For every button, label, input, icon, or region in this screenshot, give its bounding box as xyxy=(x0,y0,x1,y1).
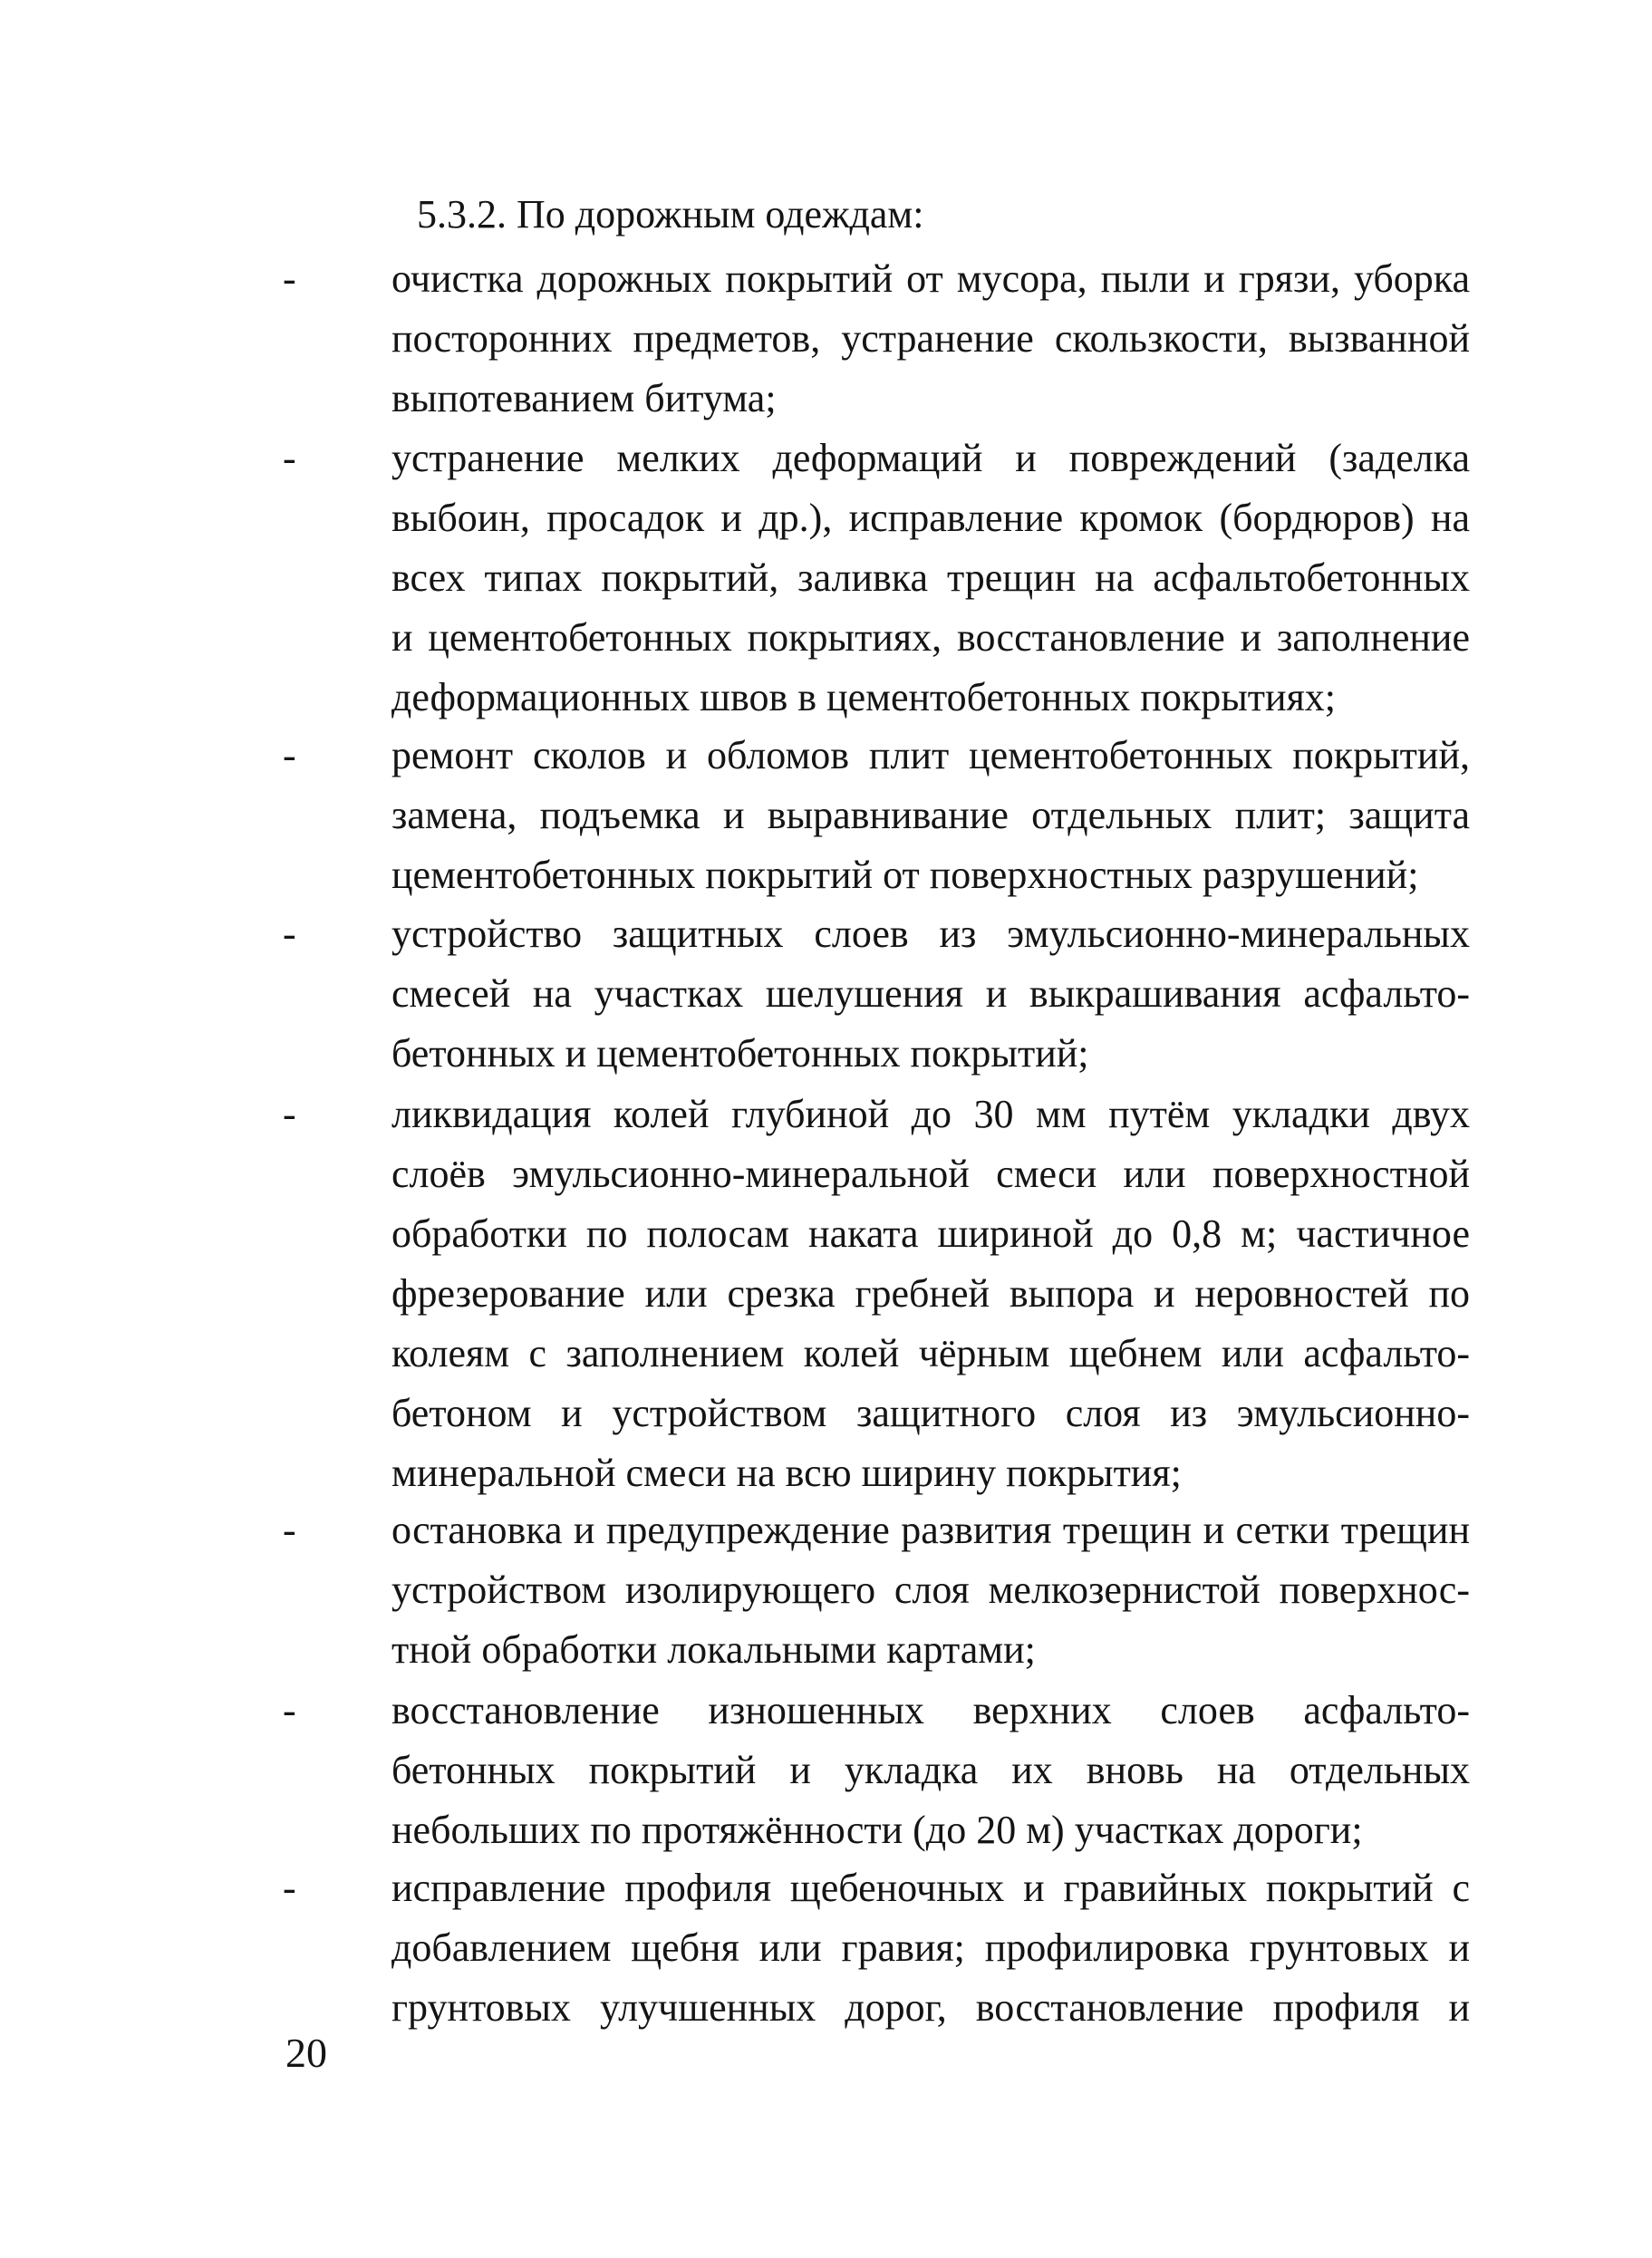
list-item-text xyxy=(391,1507,1470,1686)
text-line: ликвидация колей глубиной до 30 мм путём укладки двух xyxy=(391,1092,1470,1136)
list-item-text xyxy=(391,1687,1470,1867)
text-line: устройство защитных слоев из эмульсионно-минеральных xyxy=(391,912,1470,956)
text-line: бетонных покрытий и укладка их вновь на отдельных xyxy=(391,1748,1470,1792)
page-number: 20 xyxy=(285,2030,327,2076)
text-line: выпотеванием битума; xyxy=(391,376,777,420)
text-line: деформационных швов в цементобетонных покрытиях; xyxy=(391,675,1337,719)
list-item-text xyxy=(391,1865,1470,2044)
text-line: устройством изолирующего слоя мелкозернистой поверхнос- xyxy=(391,1568,1470,1612)
text-line: и цементобетонных покрытиях, восстановление и заполнение xyxy=(391,615,1470,660)
text-line: бетоном и устройством защитного слоя из эмульсионно- xyxy=(391,1391,1470,1435)
text-line: обработки по полосам наката шириной до 0,8 м; частичное xyxy=(391,1211,1470,1256)
bullet-dash: - xyxy=(283,1092,296,1136)
text-line: ремонт сколов и обломов плит цементобетонных покрытий, xyxy=(391,733,1470,777)
bullet-dash: - xyxy=(283,436,296,480)
bullet-dash: - xyxy=(283,912,296,956)
text-line: замена, подъемка и выравнивание отдельных плит; защита xyxy=(391,793,1470,837)
text-line: исправление профиля щебеночных и гравийных покрытий с xyxy=(391,1866,1470,1910)
text-line: фрезерование или срезка гребней выпора и неровностей по xyxy=(391,1271,1470,1316)
bullet-dash: - xyxy=(283,1688,296,1732)
text-line: посторонних предметов, устранение скользкости, вызванной xyxy=(391,316,1470,361)
text-line: восстановление изношенных верхних слоев асфальто- xyxy=(391,1688,1470,1732)
text-line: минеральной смеси на всю ширину покрытия; xyxy=(391,1451,1182,1495)
bullet-dash: - xyxy=(283,1866,296,1910)
text-line: смесей на участках шелушения и выкрашивания асфальто- xyxy=(391,971,1470,1016)
text-line: остановка и предупреждение развития трещин и сетки трещин xyxy=(391,1508,1470,1552)
list-item-text xyxy=(391,256,1470,435)
list-item-text xyxy=(391,911,1470,1090)
text-line: грунтовых улучшенных дорог, восстановление профиля и xyxy=(391,1985,1470,2030)
text-line: небольших по протяжённости (до 20 м) участках дороги; xyxy=(391,1808,1363,1852)
bullet-dash: - xyxy=(283,733,296,777)
text-line: добавлением щебня или гравия; профилировка грунтовых и xyxy=(391,1925,1470,1970)
bullet-dash: - xyxy=(283,1508,296,1552)
text-line: цементобетонных покрытий от поверхностных разрушений; xyxy=(391,853,1419,897)
list-item-text xyxy=(391,435,1470,734)
text-line: выбоин, просадок и др.), исправление кромок (бордюров) на xyxy=(391,496,1470,540)
text-line: очистка дорожных покрытий от мусора, пыли и грязи, уборка xyxy=(391,256,1470,301)
section-heading: 5.3.2. По дорожным одеждам: xyxy=(417,192,924,236)
text-line: всех типах покрытий, заливка трещин на асфальтобетонных xyxy=(391,555,1470,600)
list-item-text xyxy=(391,732,1470,912)
text-line: колеям с заполнением колей чёрным щебнем или асфальто- xyxy=(391,1331,1470,1375)
text-line: бетонных и цементобетонных покрытий; xyxy=(391,1031,1089,1076)
text-line: устранение мелких деформаций и повреждений (заделка xyxy=(391,436,1470,480)
list-item-text xyxy=(391,1091,1470,1510)
text-line: тной обработки локальными картами; xyxy=(391,1627,1036,1672)
bullet-dash: - xyxy=(283,256,296,301)
text-line: слоёв эмульсионно-минеральной смеси или поверхностной xyxy=(391,1152,1470,1196)
